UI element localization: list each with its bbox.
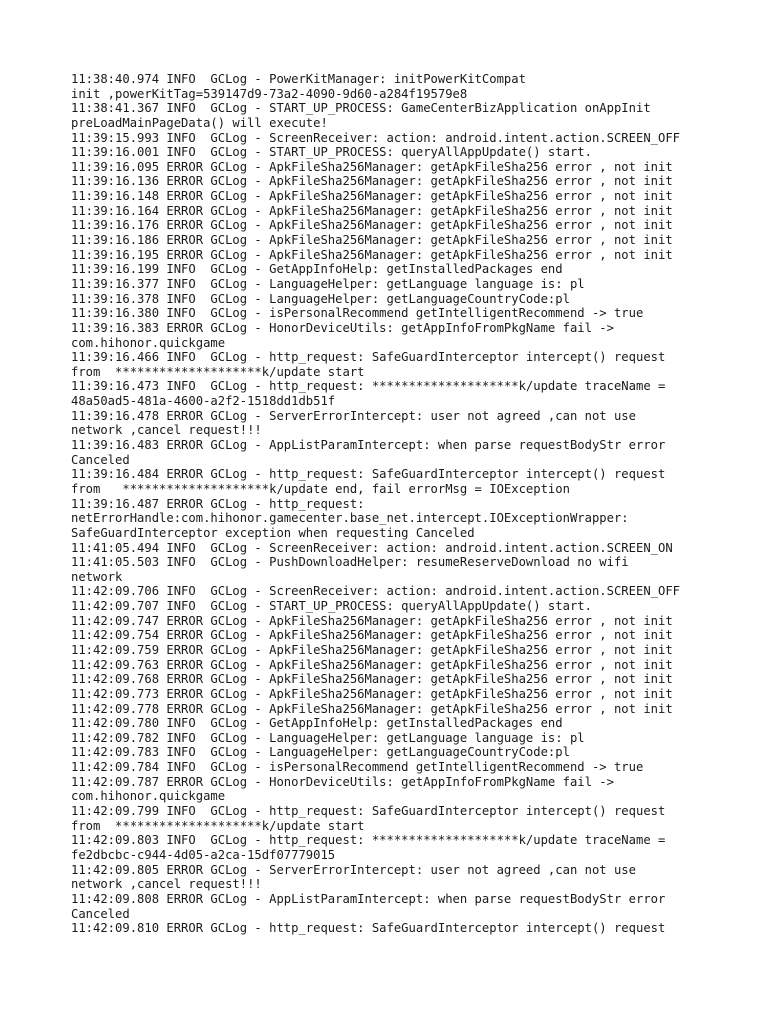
log-line: 11:39:16.466 INFO GCLog - http_request: SafeGuardInterceptor intercept() request [71,350,666,365]
log-line: 11:42:09.780 INFO GCLog - GetAppInfoHelp: getInstalledPackages end [71,716,563,731]
log-line: 11:42:09.778 ERROR GCLog - ApkFileSha256Manager: getApkFileSha256 error , not init [71,701,673,716]
log-line: 11:42:09.773 ERROR GCLog - ApkFileSha256Manager: getApkFileSha256 error , not init [71,686,673,701]
log-line: 11:41:05.494 INFO GCLog - ScreenReceiver: action: android.intent.action.SCREEN_ON [71,540,673,555]
log-line: 11:39:15.993 INFO GCLog - ScreenReceiver: action: android.intent.action.SCREEN_OFF [71,130,681,145]
log-line: Canceled [71,452,130,467]
log-line: network ,cancel request!!! [71,423,262,438]
log-line: from ********************k/update end, fail errorMsg = IOException [71,481,570,496]
log-line: 11:42:09.754 ERROR GCLog - ApkFileSha256Manager: getApkFileSha256 error , not init [71,628,673,643]
log-line: 11:42:09.782 INFO GCLog - LanguageHelper: getLanguage language is: pl [71,730,585,745]
log-line: 11:39:16.164 ERROR GCLog - ApkFileSha256Manager: getApkFileSha256 error , not init [71,203,673,218]
log-line: 11:42:09.707 INFO GCLog - START_UP_PROCESS: queryAllAppUpdate() start. [71,599,592,614]
log-line: 11:41:05.503 INFO GCLog - PushDownloadHelper: resumeReserveDownload no wifi [71,555,629,570]
log-line: 11:39:16.483 ERROR GCLog - AppListParamIntercept: when parse requestBodyStr error [71,438,666,453]
log-line: 11:42:09.803 INFO GCLog - http_request: ********************k/update traceName = [71,833,666,848]
log-line: 11:39:16.148 ERROR GCLog - ApkFileSha256Manager: getApkFileSha256 error , not init [71,189,673,204]
log-line: 11:39:16.195 ERROR GCLog - ApkFileSha256Manager: getApkFileSha256 error , not init [71,247,673,262]
log-line: 11:39:16.478 ERROR GCLog - ServerErrorIntercept: user not agreed ,can not use [71,408,636,423]
log-line: 11:42:09.768 ERROR GCLog - ApkFileSha256Manager: getApkFileSha256 error , not init [71,672,673,687]
log-line: 11:42:09.759 ERROR GCLog - ApkFileSha256Manager: getApkFileSha256 error , not init [71,642,673,657]
log-line: 11:39:16.199 INFO GCLog - GetAppInfoHelp: getInstalledPackages end [71,262,563,277]
log-line: init ,powerKitTag=539147d9-73a2-4090-9d60-a284f19579e8 [71,86,468,101]
log-line: 11:42:09.805 ERROR GCLog - ServerErrorIntercept: user not agreed ,can not use [71,862,636,877]
log-line: 11:39:16.176 ERROR GCLog - ApkFileSha256Manager: getApkFileSha256 error , not init [71,218,673,233]
log-line: 11:42:09.747 ERROR GCLog - ApkFileSha256Manager: getApkFileSha256 error , not init [71,613,673,628]
log-line: 11:39:16.380 INFO GCLog - isPersonalRecommend getIntelligentRecommend -> true [71,306,644,321]
log-line: Canceled [71,906,130,921]
log-line: com.hihonor.quickgame [71,335,226,350]
log-line: 11:39:16.484 ERROR GCLog - http_request: SafeGuardInterceptor intercept() request [71,467,666,482]
log-line: 11:38:40.974 INFO GCLog - PowerKitManager: initPowerKitCompat [71,72,526,86]
log-line: 11:42:09.783 INFO GCLog - LanguageHelper: getLanguageCountryCode:pl [71,745,570,760]
log-line: 11:39:16.473 INFO GCLog - http_request: ********************k/update traceName = [71,379,666,394]
log-line: 11:42:09.808 ERROR GCLog - AppListParamIntercept: when parse requestBodyStr error [71,891,666,906]
log-line: 11:42:09.784 INFO GCLog - isPersonalRecommend getIntelligentRecommend -> true [71,760,644,775]
log-line: 11:38:41.367 INFO GCLog - START_UP_PROCESS: GameCenterBizApplication onAppInit [71,101,651,116]
log-line: from ********************k/update start [71,818,365,833]
log-line: 11:42:09.787 ERROR GCLog - HonorDeviceUtils: getAppInfoFromPkgName fail -> [71,774,614,789]
log-line: com.hihonor.quickgame [71,789,226,804]
log-line: 11:39:16.383 ERROR GCLog - HonorDeviceUtils: getAppInfoFromPkgName fail -> [71,320,614,335]
log-line: 11:39:16.186 ERROR GCLog - ApkFileSha256Manager: getApkFileSha256 error , not init [71,233,673,248]
log-line: 11:39:16.136 ERROR GCLog - ApkFileSha256Manager: getApkFileSha256 error , not init [71,174,673,189]
log-line: 48a50ad5-481a-4600-a2f2-1518dd1db51f [71,394,336,409]
log-text [71,72,751,936]
log-line: 11:42:09.810 ERROR GCLog - http_request: SafeGuardInterceptor intercept() request [71,921,666,936]
log-line: 11:39:16.378 INFO GCLog - LanguageHelper: getLanguageCountryCode:pl [71,291,570,306]
log-line: 11:39:16.001 INFO GCLog - START_UP_PROCESS: queryAllAppUpdate() start. [71,145,592,160]
log-line: network [71,569,123,584]
log-line: 11:39:16.377 INFO GCLog - LanguageHelper: getLanguage language is: pl [71,276,585,291]
log-line: from ********************k/update start [71,364,365,379]
log-line: 11:42:09.763 ERROR GCLog - ApkFileSha256Manager: getApkFileSha256 error , not init [71,657,673,672]
log-line: 11:39:16.487 ERROR GCLog - http_request: [71,496,365,511]
log-line: fe2dbcbc-c944-4d05-a2ca-15df07779015 [71,847,336,862]
log-line: 11:42:09.706 INFO GCLog - ScreenReceiver: action: android.intent.action.SCREEN_OFF [71,584,681,599]
log-line: network ,cancel request!!! [71,877,262,892]
log-line: 11:39:16.095 ERROR GCLog - ApkFileSha256Manager: getApkFileSha256 error , not init [71,159,673,174]
log-line: preLoadMainPageData() will execute! [71,115,328,130]
log-line: 11:42:09.799 INFO GCLog - http_request: SafeGuardInterceptor intercept() request [71,804,666,819]
log-line: SafeGuardInterceptor exception when requesting Canceled [71,525,475,540]
log-line: netErrorHandle:com.hihonor.gamecenter.base_net.intercept.IOExceptionWrapper: [71,511,629,526]
